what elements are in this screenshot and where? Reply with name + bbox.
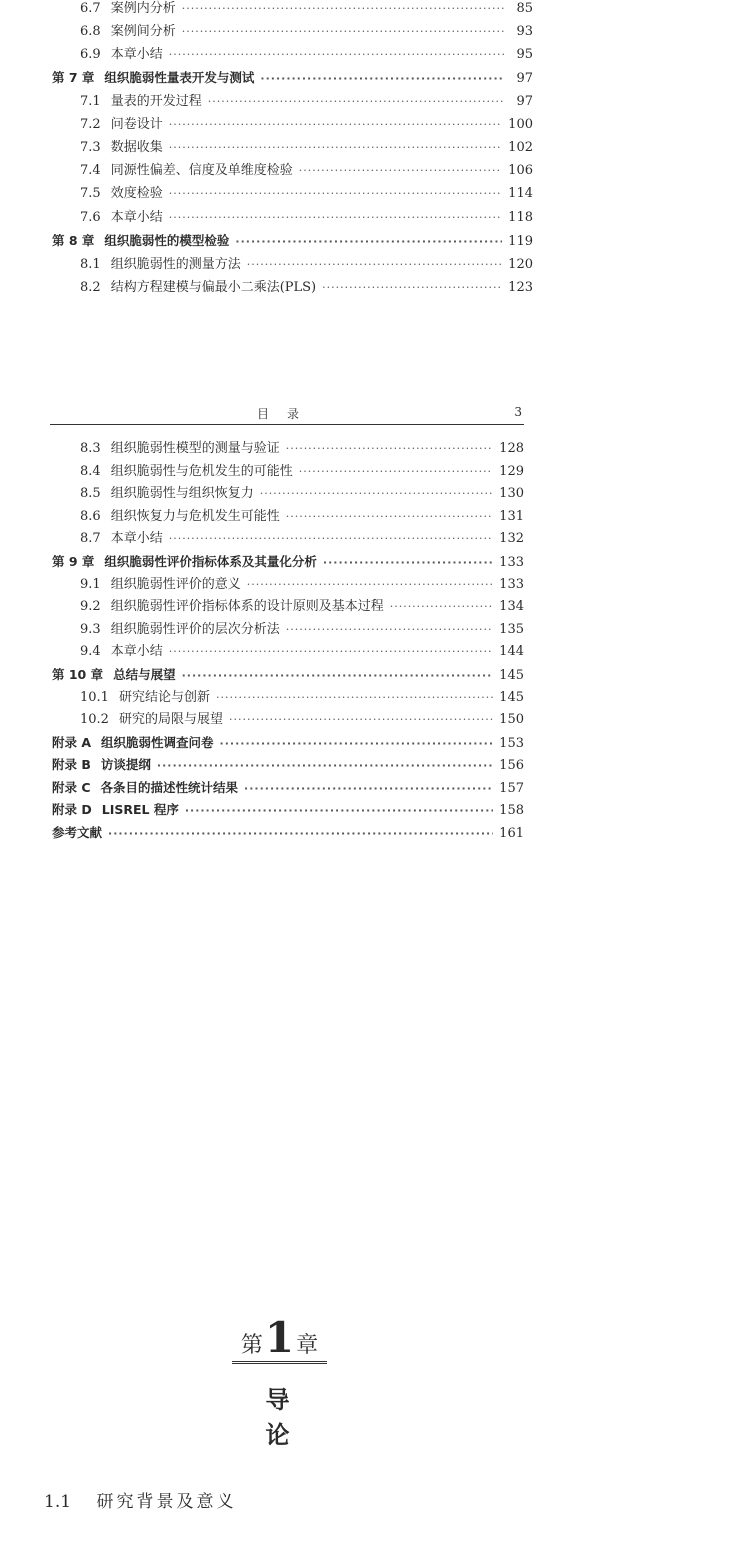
toc-number: 第 8 章: [52, 233, 95, 248]
toc-title: 量表的开发过程: [110, 94, 202, 109]
toc-page: 158: [499, 803, 524, 818]
toc-chapter-entry[interactable]: [52, 666, 524, 684]
toc-title: 组织脆弱性与危机发生的可能性: [110, 464, 293, 479]
toc-title: 数据收集: [110, 140, 163, 155]
toc-page: 132: [499, 531, 524, 546]
leader-dots: [229, 711, 493, 729]
toc-page: 144: [499, 644, 524, 659]
toc-appendix-entry[interactable]: [52, 779, 524, 797]
leader-dots: [108, 825, 493, 843]
toc-page: 97: [516, 71, 533, 86]
toc-number: 8.3: [80, 441, 101, 456]
toc-entry[interactable]: [80, 621, 524, 639]
toc-number: 10.2: [80, 712, 109, 727]
toc-page: 150: [499, 712, 524, 727]
toc-page: 153: [499, 736, 524, 751]
leader-dots: [182, 667, 494, 685]
toc-entry[interactable]: [80, 440, 524, 458]
toc-title: 本章小结: [110, 210, 163, 225]
chapter-title: 导论: [265, 1386, 312, 1449]
toc-title: 组织脆弱性的测量方法: [110, 257, 241, 272]
toc-number: 附录 B: [52, 757, 91, 772]
leader-dots: [286, 440, 493, 458]
chapter-prefix: 第: [240, 1333, 263, 1358]
toc-number: 第 9 章: [52, 554, 95, 569]
toc-references-entry[interactable]: [52, 824, 524, 842]
toc-number: 参考文献: [52, 825, 103, 840]
toc-page: 119: [508, 234, 533, 249]
leader-dots: [244, 780, 493, 798]
toc-page: 120: [508, 257, 533, 272]
toc-entry[interactable]: [80, 463, 524, 481]
toc-number: 8.6: [80, 509, 101, 524]
toc-page: 135: [499, 622, 524, 637]
chapter-label: [232, 1313, 327, 1364]
toc-entry[interactable]: [80, 689, 524, 707]
toc-page: 131: [499, 509, 524, 524]
toc-title: 本章小结: [110, 531, 163, 546]
leader-dots: [216, 689, 493, 707]
toc-number: 6.7: [80, 1, 101, 16]
toc-title: 研究结论与创新: [118, 690, 210, 705]
toc-number: 附录 C: [52, 780, 91, 795]
toc-number: 8.5: [80, 486, 101, 501]
toc-entry[interactable]: [80, 598, 524, 616]
toc-page: 130: [499, 486, 524, 501]
toc-number: 7.2: [80, 117, 101, 132]
toc-title: LISREL 程序: [101, 802, 179, 817]
leader-dots: [286, 621, 493, 639]
toc-page: 93: [516, 24, 533, 39]
toc-number: 7.1: [80, 94, 101, 109]
toc-number: 7.3: [80, 140, 101, 155]
toc-title: 组织恢复力与危机发生可能性: [110, 509, 280, 524]
toc-page: 145: [499, 690, 524, 705]
leader-dots: [299, 463, 493, 481]
toc-page: 157: [499, 781, 524, 796]
toc-title: 组织脆弱性与组织恢复力: [110, 486, 254, 501]
leader-dots: [169, 530, 493, 548]
toc-entry[interactable]: [80, 508, 524, 526]
toc-page: 118: [508, 210, 533, 225]
leader-dots: [323, 554, 493, 572]
toc-number: 第 7 章: [52, 70, 95, 85]
toc-number: 6.9: [80, 47, 101, 62]
leader-dots: [286, 508, 493, 526]
toc-number: 8.7: [80, 531, 101, 546]
toc-title: 组织脆弱性评价指标体系的设计原则及基本过程: [110, 599, 384, 614]
toc-title: 本章小结: [110, 644, 163, 659]
toc-title: 组织脆弱性调查问卷: [101, 735, 214, 750]
toc-page: 161: [499, 826, 524, 841]
toc-title: 案例内分析: [110, 1, 176, 16]
toc-title: 本章小结: [110, 47, 163, 62]
toc-title: 组织脆弱性模型的测量与验证: [110, 441, 280, 456]
toc-page: 145: [499, 668, 524, 683]
toc-page: 133: [499, 555, 524, 570]
running-head-title: 目录: [256, 407, 317, 421]
toc-number: 8.4: [80, 464, 101, 479]
toc-number: 附录 A: [52, 735, 92, 750]
toc-number: 9.4: [80, 644, 101, 659]
toc-title: 组织脆弱性量表开发与测试: [104, 70, 255, 85]
toc-number: 8.1: [80, 257, 101, 272]
toc-title: 组织脆弱性评价指标体系及其量化分析: [104, 554, 317, 569]
toc-title: 结构方程建模与偏最小二乘法(PLS): [110, 280, 317, 295]
toc-number: 9.1: [80, 577, 101, 592]
toc-page: 114: [508, 186, 533, 201]
toc-page: 100: [508, 117, 533, 132]
section-number: 1.1: [44, 1492, 72, 1512]
toc-title: 组织脆弱性的模型检验: [104, 233, 230, 248]
toc-number: 10.1: [80, 690, 109, 705]
toc-appendix-entry[interactable]: [52, 801, 524, 819]
toc-page: 156: [499, 758, 524, 773]
toc-page: 128: [499, 441, 524, 456]
toc-page: 97: [516, 94, 533, 109]
leader-dots: [157, 757, 493, 775]
chapter-suffix: 章: [296, 1333, 319, 1358]
toc-number: 7.5: [80, 186, 101, 201]
toc-page: 102: [508, 140, 533, 155]
toc-number: 9.2: [80, 599, 101, 614]
toc-entry[interactable]: [80, 485, 524, 503]
running-head-page-number: 3: [514, 405, 522, 419]
toc-page: 95: [516, 47, 533, 62]
toc-number: 8.2: [80, 280, 101, 295]
toc-number: 9.3: [80, 622, 101, 637]
leader-dots: [390, 598, 493, 616]
leader-dots: [185, 802, 493, 820]
section-title: 研究背景及意义: [96, 1492, 237, 1512]
leader-dots: [260, 485, 493, 503]
toc-title: 组织脆弱性评价的层次分析法: [110, 622, 280, 637]
section-heading: [44, 1487, 236, 1512]
toc-title: 访谈提纲: [100, 757, 151, 772]
toc-title: 问卷设计: [110, 117, 163, 132]
toc-number: 7.6: [80, 210, 101, 225]
toc-appendix-entry[interactable]: [52, 756, 524, 774]
toc-title: 组织脆弱性评价的意义: [110, 577, 241, 592]
toc-number: 7.4: [80, 163, 101, 178]
toc-page: 123: [508, 280, 533, 295]
toc-title: 各条目的描述性统计结果: [100, 780, 239, 795]
toc-page: 85: [516, 1, 533, 16]
toc-number: 第 10 章: [52, 667, 104, 682]
chapter-number: 1: [264, 1313, 295, 1362]
toc-page: 106: [508, 163, 533, 178]
leader-dots: [247, 576, 493, 594]
toc-entry[interactable]: [80, 643, 524, 661]
toc-title: 案例间分析: [110, 24, 176, 39]
toc-entry[interactable]: [80, 711, 524, 729]
toc-entry[interactable]: [80, 530, 524, 548]
toc-title: 研究的局限与展望: [118, 712, 223, 727]
chapter-opening: [232, 1313, 327, 1450]
leader-dots: [169, 643, 493, 661]
toc-number: 6.8: [80, 24, 101, 39]
toc-page: 129: [499, 464, 524, 479]
leader-dots: [220, 735, 494, 753]
toc-title: 同源性偏差、信度及单维度检验: [110, 163, 293, 178]
toc-entry[interactable]: [80, 576, 524, 594]
toc-title: 效度检验: [110, 186, 163, 201]
toc-title: 总结与展望: [113, 667, 176, 682]
toc-page: 133: [499, 577, 524, 592]
toc-chapter-entry[interactable]: [52, 553, 524, 571]
toc-number: 附录 D: [52, 802, 92, 817]
toc-appendix-entry[interactable]: [52, 734, 524, 752]
toc-page: 134: [499, 599, 524, 614]
